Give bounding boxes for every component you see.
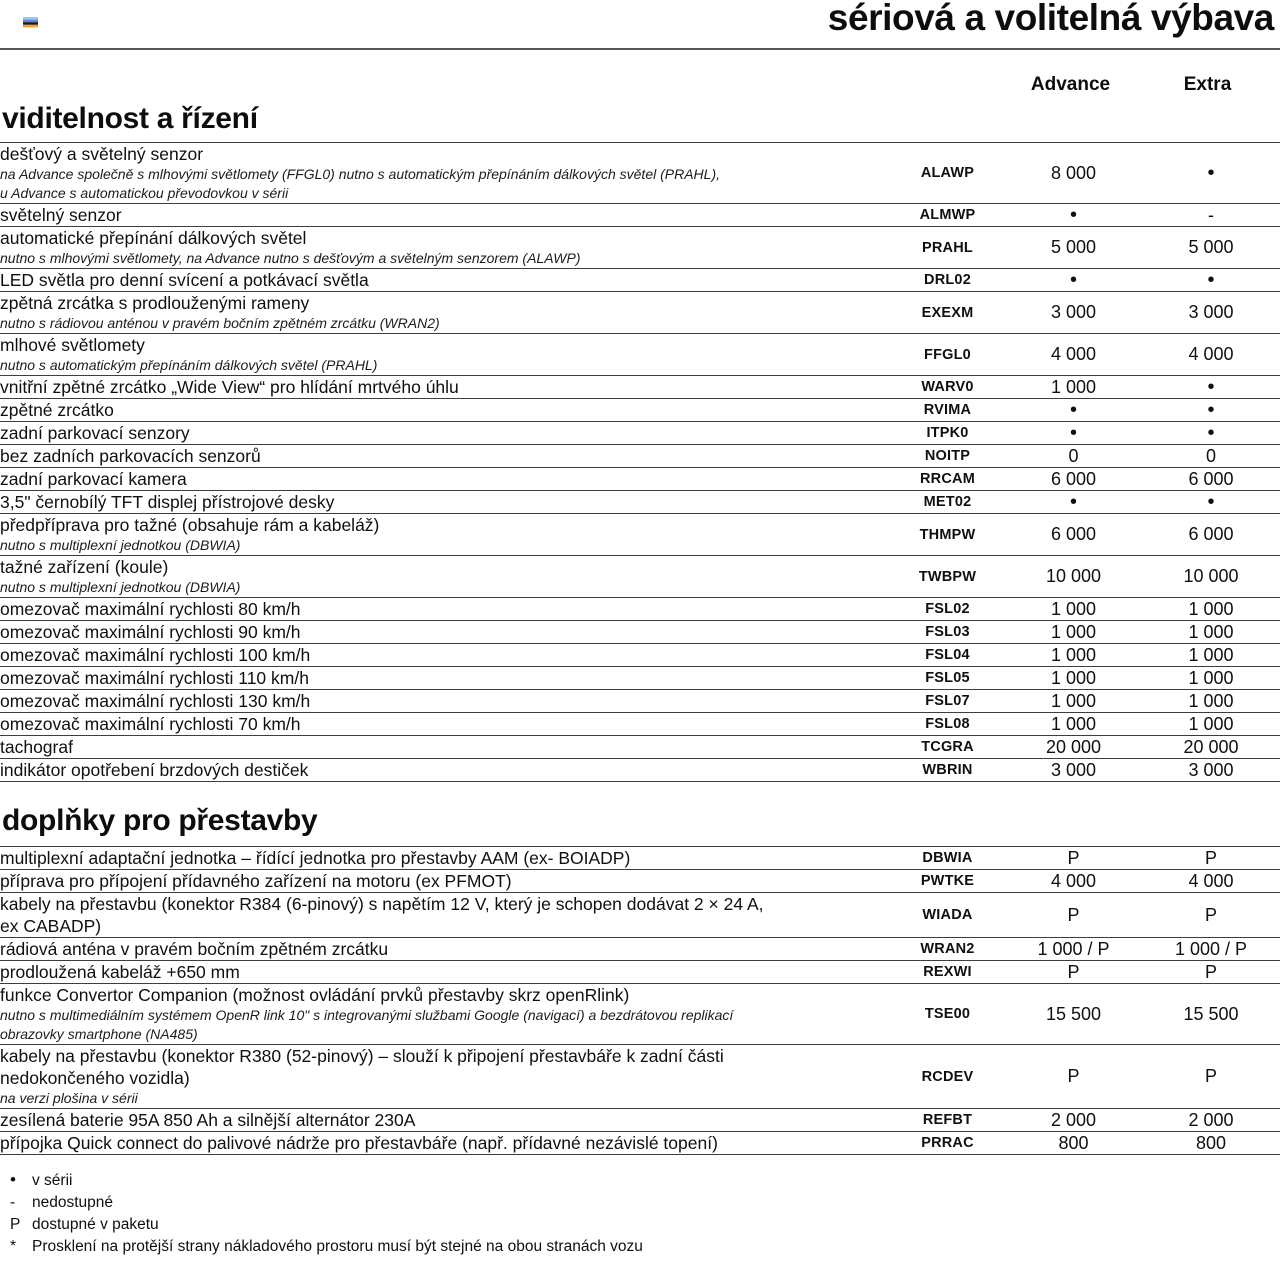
feature-name-cell [0,491,890,514]
feature-name-cell [0,514,890,556]
feature-name-cell [0,893,890,938]
feature-name: omezovač maximální rychlosti 90 km/h [0,622,301,642]
value-advance: P [1067,961,1080,982]
feature-name: zpětné zrcátko [0,400,114,420]
value-advance: P [1067,904,1080,925]
column-header-advance: Advance [1030,74,1111,95]
value-extra: 0 [1205,445,1216,466]
value-advance: 3 000 [1050,759,1097,780]
value-advance: 800 [1058,1132,1089,1153]
option-code: TSE00 [924,1006,971,1022]
feature-name: příprava pro přípojení přídavného zařízení na motoru (ex PFMOT) [0,871,512,891]
table-row [0,1132,1280,1155]
feature-name-cell [0,334,890,376]
value-extra: 10 000 [1183,566,1239,586]
table-row [0,644,1280,667]
value-advance: 4 000 [1050,344,1097,364]
value-advance: 3 000 [1050,302,1097,322]
feature-name-cell [0,204,890,227]
value-extra: P [1204,847,1217,868]
feature-name: omezovač maximální rychlosti 100 km/h [0,645,311,665]
value-extra: • [1207,376,1215,398]
option-code: FFGL0 [924,346,971,363]
value-extra: P [1204,1066,1217,1086]
feature-name: funkce Convertor Companion (možnost ovládání prvků přestavby skrz openRlink) [0,985,630,1005]
table-row [0,292,1280,334]
legend-text: dostupné v paketu [32,1216,159,1233]
feature-name-cell [0,376,890,399]
value-advance: 5 000 [1050,237,1097,257]
option-code: FSL04 [925,647,970,663]
legend-item [2,1169,1280,1192]
value-extra: • [1207,399,1215,421]
table-row [0,334,1280,376]
flag-icon [22,14,39,31]
value-advance: 10 000 [1045,566,1102,586]
option-code: REXWI [923,964,972,980]
feature-name: kabely na přestavbu (konektor R384 (6-pinový) s napětím 12 V, který je schopen dodávat 2 × 24 A, ex CABADP) [0,894,764,936]
table-row [0,204,1280,227]
value-advance: 15 500 [1045,1003,1102,1024]
option-code: RVIMA [923,402,972,418]
feature-name: mlhové světlomety [0,335,145,355]
feature-name: omezovač maximální rychlosti 110 km/h [0,668,309,688]
value-advance: 1 000 [1050,690,1097,711]
feature-name: světelný senzor [0,205,122,225]
value-extra: 4 000 [1188,344,1234,364]
value-extra: 1 000 [1188,644,1234,665]
table-row [0,399,1280,422]
feature-name-cell [0,1109,890,1132]
option-code: ALAWP [920,165,975,181]
legend-text: Prosklení na protější strany nákladového prostoru musí být stejné na obou stranách vozu [32,1238,643,1255]
option-code: EXEXM [921,304,974,321]
feature-name: dešťový a světelný senzor [0,144,204,164]
option-code: PRRAC [921,1135,974,1151]
option-code: DRL02 [924,272,971,288]
option-code: PRAHL [922,239,973,256]
table-row [0,598,1280,621]
legend-item [2,1192,1280,1214]
feature-name-cell [0,1045,890,1109]
feature-note: nutno s rádiovou anténou v pravém bočním zpětném zrcátku (WRAN2) [0,315,440,331]
table-row [0,690,1280,713]
feature-name: zadní parkovací kamera [0,469,187,489]
table-row [0,736,1280,759]
feature-name: indikátor opotřebení brzdových destiček [0,760,309,780]
spec-table [0,846,1280,1155]
table-row [0,938,1280,961]
option-code: DBWIA [922,850,973,866]
value-advance: • [1069,399,1077,421]
feature-name: rádiová anténa v pravém bočním zpětném zrcátku [0,939,389,959]
table-row [0,847,1280,870]
feature-name: 3,5" černobílý TFT displej přístrojové desky [0,492,335,512]
feature-name-cell [0,870,890,893]
column-header-extra: Extra [1183,74,1232,95]
feature-name: tachograf [0,737,73,757]
value-extra: 2 000 [1188,1109,1234,1130]
option-code: FSL07 [925,693,970,709]
feature-name: automatické přepínání dálkových světel [0,228,307,248]
value-extra: 15 500 [1183,1003,1239,1024]
legend [0,1155,1280,1258]
feature-note: nutno s multimediálním systémem OpenR link 10" s integrovanými službami Google (navigací) a bezdrátovou replikací obrazovky smartphone (NA485) [0,1007,734,1042]
value-extra: 5 000 [1188,237,1234,257]
feature-name: vnitřní zpětné zrcátko „Wide View“ pro hlídání mrtvého úhlu [0,377,459,397]
option-code: THMPW [919,526,976,543]
feature-note: na verzi plošina v sérii [0,1090,138,1106]
feature-note: nutno s multiplexní jednotkou (DBWIA) [0,537,241,553]
feature-name-cell [0,847,890,870]
value-advance: • [1069,269,1077,291]
value-extra: • [1207,422,1215,444]
option-code: RCDEV [921,1068,974,1085]
option-code: FSL08 [925,716,970,732]
value-advance: 1 000 [1050,376,1097,397]
value-advance: 6 000 [1050,468,1097,489]
table-row [0,491,1280,514]
value-advance: 1 000 [1050,621,1097,642]
feature-note: nutno s automatickým přepínáním dálkových světel (PRAHL) [0,357,378,373]
value-advance: 1 000 / P [1037,938,1110,959]
feature-name: prodloužená kabeláž +650 mm [0,962,240,982]
feature-name-cell [0,759,890,782]
value-advance: 20 000 [1045,736,1102,757]
option-code: FSL03 [925,624,970,640]
value-advance: 2 000 [1050,1109,1097,1130]
page-header-bar [0,0,1280,50]
table-row [0,713,1280,736]
feature-name-cell [0,468,890,491]
value-advance: 1 000 [1050,667,1097,688]
feature-name-cell [0,422,890,445]
option-code: REFBT [922,1112,973,1128]
value-advance: 6 000 [1050,524,1097,544]
legend-item [2,1236,1280,1258]
value-extra: • [1207,491,1215,513]
feature-name-cell [0,598,890,621]
option-code: TCGRA [921,739,974,755]
feature-name-cell [0,1132,890,1155]
value-advance: 1 000 [1050,644,1097,665]
feature-note: nutno s multiplexní jednotkou (DBWIA) [0,579,241,595]
value-advance: • [1069,204,1077,226]
value-extra: 800 [1195,1132,1227,1153]
spec-table [0,142,1280,782]
option-code: PWTKE [920,873,975,889]
feature-name-cell [0,292,890,334]
feature-name: LED světla pro denní svícení a potkávací světla [0,270,369,290]
table-row [0,269,1280,292]
value-advance: 1 000 [1050,598,1097,619]
value-advance: 8 000 [1050,162,1097,183]
value-extra: • [1207,162,1215,184]
value-extra: 3 000 [1188,302,1234,322]
value-extra: 6 000 [1188,468,1234,489]
table-row [0,870,1280,893]
value-extra: • [1207,269,1215,291]
table-row [0,667,1280,690]
legend-item [2,1214,1280,1236]
option-code: FSL05 [925,670,970,686]
value-extra: 6 000 [1188,524,1234,544]
value-extra: 1 000 [1188,598,1234,619]
table-row [0,422,1280,445]
legend-symbol: - [10,1194,16,1211]
section-title: doplňky pro přestavby [2,804,318,837]
value-advance: P [1067,1066,1080,1086]
option-code: RRCAM [920,471,975,487]
feature-name-cell [0,667,890,690]
feature-note: nutno s mlhovými světlomety, na Advance nutno s dešťovým a světelným senzorem (ALAWP) [0,250,581,266]
table-row [0,893,1280,938]
value-advance: 4 000 [1050,870,1097,891]
feature-name-cell [0,713,890,736]
option-code: WARV0 [921,379,974,395]
feature-note: na Advance společně s mlhovými světlomety (FFGL0) nutno s automatickým přepínáním dálkových světel (PRAHL), u Advance s automatickou převodovkou v sérii [0,166,720,201]
feature-name-cell [0,690,890,713]
value-advance: 0 [1068,445,1079,466]
legend-symbol: P [10,1216,21,1233]
value-extra: - [1208,204,1214,225]
feature-name: přípojka Quick connect do palivové nádrže pro přestavbáře (např. přídavné nezávislé topení) [0,1133,718,1153]
feature-name: bez zadních parkovacích senzorů [0,446,261,466]
table-row [0,1109,1280,1132]
table-row [0,556,1280,598]
table-row [0,445,1280,468]
option-code: WBRIN [922,762,973,778]
value-advance: • [1069,491,1077,513]
table-row [0,961,1280,984]
feature-name-cell [0,938,890,961]
feature-name: zadní parkovací senzory [0,423,190,443]
feature-name: předpříprava pro tažné (obsahuje rám a kabeláž) [0,515,380,535]
feature-name-cell [0,556,890,598]
option-code: WRAN2 [920,941,975,957]
feature-name: zpětná zrcátka s prodlouženými rameny [0,293,310,313]
table-row [0,514,1280,556]
value-extra: 4 000 [1188,870,1234,891]
legend-text: v sérii [32,1172,73,1189]
section-title: viditelnost a řízení [2,102,258,135]
value-extra: 1 000 / P [1174,938,1248,959]
feature-name: omezovač maximální rychlosti 70 km/h [0,714,301,734]
value-extra: 1 000 [1188,690,1234,711]
feature-name-cell [0,984,890,1045]
table-row [0,143,1280,204]
legend-symbol: • [10,1170,16,1189]
value-advance: 1 000 [1050,713,1097,734]
legend-text: nedostupné [32,1194,114,1211]
feature-name-cell [0,269,890,292]
spec-sections [0,102,1280,1155]
option-code: WIADA [922,907,973,923]
value-extra: P [1204,904,1217,925]
value-extra: 20 000 [1183,736,1239,757]
feature-name-cell [0,143,890,204]
table-row [0,984,1280,1045]
value-extra: 1 000 [1188,621,1234,642]
table-row [0,1045,1280,1109]
feature-name-cell [0,961,890,984]
value-advance: • [1069,422,1077,444]
value-extra: P [1204,961,1217,982]
table-row [0,621,1280,644]
feature-name: tažné zařízení (koule) [0,557,169,577]
feature-name-cell [0,227,890,269]
value-extra: 3 000 [1188,759,1234,780]
feature-name: multiplexní adaptační jednotka – řídící jednotka pro přestavby AAM (ex- BOIADP) [0,848,631,868]
table-row [0,468,1280,491]
table-row [0,376,1280,399]
option-code: ALMWP [919,207,976,223]
legend-symbol: * [10,1238,17,1255]
feature-name-cell [0,445,890,468]
value-advance: P [1067,847,1080,868]
table-row [0,759,1280,782]
option-code: TWBPW [918,568,977,585]
option-code: FSL02 [925,601,970,617]
feature-name: omezovač maximální rychlosti 130 km/h [0,691,311,711]
feature-name-cell [0,644,890,667]
value-extra: 1 000 [1188,667,1234,688]
option-code: MET02 [923,494,972,510]
feature-name: omezovač maximální rychlosti 80 km/h [0,599,301,619]
column-header-row [0,50,1280,102]
option-code: NOITP [924,448,971,464]
option-code: ITPK0 [926,425,969,441]
page-title: sériová a volitelná výbava [827,0,1274,38]
feature-name-cell [0,399,890,422]
table-row [0,227,1280,269]
feature-name: zesílená baterie 95A 850 Ah a silnější alternátor 230A [0,1110,416,1130]
feature-name: kabely na přestavbu (konektor R380 (52-pinový) – slouží k připojení přestavbáře k zadní části nedokončeného vozidla) [0,1046,724,1088]
feature-name-cell [0,621,890,644]
feature-name-cell [0,736,890,759]
value-extra: 1 000 [1188,713,1234,734]
